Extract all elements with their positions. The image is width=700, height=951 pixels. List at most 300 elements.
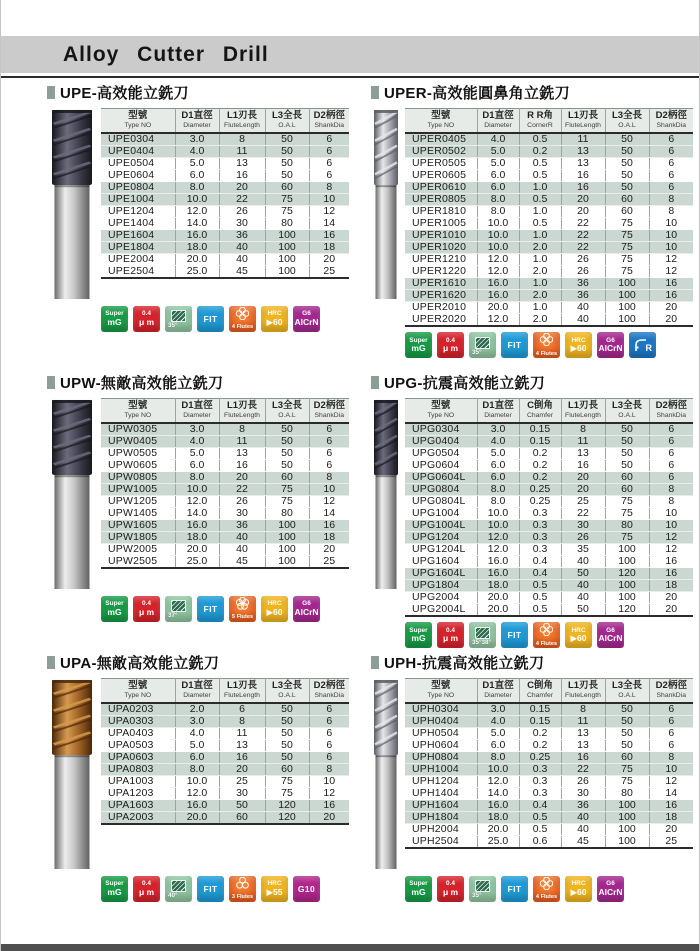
table-row xyxy=(101,800,349,812)
table-cell: UPH1204 xyxy=(405,776,477,788)
table-cell: 26 xyxy=(561,776,605,788)
table-cell: 16.0 xyxy=(175,230,219,242)
table-cell: 40 xyxy=(561,314,605,327)
table-cell: 10 xyxy=(649,242,693,254)
table-cell: 8.0 xyxy=(175,182,219,194)
badge-label: FIT xyxy=(507,883,522,894)
badge-label: Super xyxy=(105,310,124,318)
table-cell: 5.0 xyxy=(175,158,219,170)
table-cell: 100 xyxy=(265,230,309,242)
table-cell: UPH2504 xyxy=(405,836,477,849)
table-cell: 100 xyxy=(605,314,649,327)
column-header: D2柄徑 ShankDia xyxy=(309,109,349,134)
table-cell: 6 xyxy=(309,703,349,716)
table-row xyxy=(405,836,693,849)
section-bullet-icon xyxy=(371,86,379,99)
table-cell: 75 xyxy=(605,776,649,788)
table-cell: 26 xyxy=(561,254,605,266)
table-row xyxy=(405,472,693,484)
roughness-badge xyxy=(133,876,160,902)
table-cell: 80 xyxy=(605,788,649,800)
table-row xyxy=(101,508,349,520)
table-row xyxy=(405,580,693,592)
table-cell: 11 xyxy=(219,146,265,158)
table-cell: UPA1603 xyxy=(101,800,175,812)
table-cell: 1.0 xyxy=(519,302,561,314)
badge-label: 35° xyxy=(168,322,178,330)
table-cell: 16 xyxy=(561,170,605,182)
table-cell: UPA0203 xyxy=(101,703,175,716)
table-cell: UPER1620 xyxy=(405,290,477,302)
table-row xyxy=(101,133,349,146)
table-row xyxy=(101,752,349,764)
table-cell: 20 xyxy=(561,206,605,218)
column-header: 型號 Type NO xyxy=(101,109,175,134)
table-row xyxy=(405,508,693,520)
table-row xyxy=(101,788,349,800)
end-mill-drawing xyxy=(371,108,401,301)
column-header: L3全長 O.A.L xyxy=(265,399,309,424)
table-cell: UPW1005 xyxy=(101,484,175,496)
badge-label: ▶60 xyxy=(570,886,587,897)
helix-angle-badge xyxy=(469,332,496,358)
roughness-badge xyxy=(133,306,160,332)
table-cell: UPW0305 xyxy=(101,423,175,436)
badge-label: 3 Flutes xyxy=(231,894,254,901)
table-cell: 12.0 xyxy=(477,266,519,278)
end-mill-drawing xyxy=(47,108,97,301)
table-row xyxy=(405,206,693,218)
table-cell: UPER1810 xyxy=(405,206,477,218)
coating-badge xyxy=(597,876,624,902)
table-cell: 50 xyxy=(605,728,649,740)
table-row xyxy=(405,158,693,170)
table-cell: 12.0 xyxy=(175,206,219,218)
table-cell: 0.5 xyxy=(519,604,561,617)
table-cell: UPA0603 xyxy=(101,752,175,764)
table-cell: 3.0 xyxy=(175,716,219,728)
table-cell: 20 xyxy=(219,472,265,484)
column-header: D2柄徑 ShankDia xyxy=(649,109,693,134)
table-row xyxy=(101,266,349,279)
table-cell: 40 xyxy=(561,580,605,592)
badge-label: Super xyxy=(409,336,428,344)
table-cell: UPG1204L xyxy=(405,544,477,556)
table-cell: 11 xyxy=(219,436,265,448)
table-row xyxy=(405,423,693,436)
table-cell: 60 xyxy=(219,812,265,825)
table-row xyxy=(405,752,693,764)
table-cell: 16 xyxy=(649,568,693,580)
table-cell: UPER0605 xyxy=(405,170,477,182)
table-cell: 16.0 xyxy=(477,556,519,568)
table-cell: UPG1004 xyxy=(405,508,477,520)
column-header: 型號 Type NO xyxy=(405,679,477,704)
table-cell: 100 xyxy=(605,800,649,812)
badge-label: G6 xyxy=(606,880,615,888)
table-cell: UPA1003 xyxy=(101,776,175,788)
table-cell: 8.0 xyxy=(175,764,219,776)
table-cell: 50 xyxy=(265,158,309,170)
end-mill-drawing xyxy=(371,678,401,871)
table-row xyxy=(405,242,693,254)
table-cell: 20.0 xyxy=(175,812,219,825)
table-row xyxy=(101,764,349,776)
table-cell: 16 xyxy=(309,520,349,532)
table-row xyxy=(405,824,693,836)
spec-table xyxy=(101,678,349,825)
table-cell: 60 xyxy=(605,194,649,206)
roughness-badge xyxy=(437,622,464,648)
hardness-badge xyxy=(261,596,288,622)
table-row xyxy=(101,728,349,740)
table-cell: 5.0 xyxy=(477,158,519,170)
table-cell: 16 xyxy=(219,170,265,182)
column-header: L1刃長 FluteLength xyxy=(561,109,605,134)
section-upw xyxy=(47,373,349,653)
table-cell: 6 xyxy=(649,448,693,460)
table-cell: 80 xyxy=(265,218,309,230)
section-bullet-icon xyxy=(371,376,379,389)
table-row xyxy=(101,460,349,472)
table-row xyxy=(405,740,693,752)
column-header: L1刃長 FluteLength xyxy=(219,109,265,134)
table-cell: UPW1805 xyxy=(101,532,175,544)
table-row xyxy=(101,716,349,728)
table-cell: 14.0 xyxy=(477,788,519,800)
table-row xyxy=(405,764,693,776)
helix-angle-badge xyxy=(469,876,496,902)
table-cell: 6.0 xyxy=(175,460,219,472)
table-cell: 16 xyxy=(219,460,265,472)
table-cell: 10.0 xyxy=(175,194,219,206)
table-cell: 22 xyxy=(561,242,605,254)
table-cell: 10 xyxy=(309,194,349,206)
table-cell: 16 xyxy=(309,800,349,812)
table-cell: 60 xyxy=(265,182,309,194)
table-cell: 14.0 xyxy=(175,218,219,230)
table-cell: 20 xyxy=(649,604,693,617)
badge-label: G6 xyxy=(606,336,615,344)
column-header: L3全長 O.A.L xyxy=(265,679,309,704)
table-cell: 40 xyxy=(219,242,265,254)
table-cell: 26 xyxy=(561,266,605,278)
helix-angle-badge xyxy=(165,596,192,622)
table-cell: 8.0 xyxy=(477,206,519,218)
badge-label: ▶60 xyxy=(266,316,283,327)
table-cell: 12 xyxy=(649,544,693,556)
helix-angle-badge xyxy=(165,306,192,332)
table-cell: 25.0 xyxy=(477,836,519,849)
badge-label: ▶55 xyxy=(266,886,283,897)
table-row xyxy=(405,788,693,800)
table-cell: 8 xyxy=(219,716,265,728)
table-cell: 11 xyxy=(561,436,605,448)
table-cell: 100 xyxy=(265,544,309,556)
table-cell: 45 xyxy=(219,266,265,279)
table-cell: 50 xyxy=(265,448,309,460)
table-row xyxy=(101,170,349,182)
table-cell: UPH0604 xyxy=(405,740,477,752)
section-bullet-icon xyxy=(47,86,55,99)
table-cell: 120 xyxy=(605,604,649,617)
end-mill-image xyxy=(371,108,401,301)
table-cell: 6 xyxy=(309,752,349,764)
table-cell: UPA2003 xyxy=(101,812,175,825)
flute-cross-section-icon xyxy=(236,597,249,610)
table-cell: UPA0303 xyxy=(101,716,175,728)
table-cell: 4.0 xyxy=(477,133,519,146)
table-cell: 0.5 xyxy=(519,580,561,592)
table-cell: 20 xyxy=(309,812,349,825)
table-cell: 1.0 xyxy=(519,278,561,290)
table-cell: 100 xyxy=(605,836,649,849)
coating-badge xyxy=(597,622,624,648)
table-cell: 6 xyxy=(649,182,693,194)
badge-label: μ m xyxy=(442,633,459,644)
section-upg xyxy=(371,373,693,653)
section-header xyxy=(47,653,349,671)
column-header: D1直徑 Diameter xyxy=(477,679,519,704)
end-mill-image xyxy=(47,108,97,301)
table-cell: 12.0 xyxy=(477,776,519,788)
table-cell: 22 xyxy=(219,194,265,206)
table-cell: 12.0 xyxy=(477,254,519,266)
badge-label: HRC xyxy=(571,626,586,634)
table-cell: 16 xyxy=(649,290,693,302)
table-cell: 100 xyxy=(605,580,649,592)
table-cell: UPG0804L xyxy=(405,496,477,508)
flutes-badge xyxy=(533,332,560,358)
table-cell: 6 xyxy=(649,472,693,484)
helix-hatch-icon xyxy=(475,880,490,892)
table-cell: 18.0 xyxy=(477,580,519,592)
table-cell: 40 xyxy=(561,592,605,604)
table-cell: 4.0 xyxy=(175,146,219,158)
section-body xyxy=(47,398,349,591)
table-cell: 1.0 xyxy=(519,254,561,266)
table-cell: 18 xyxy=(309,532,349,544)
table-cell: UPER2020 xyxy=(405,314,477,327)
table-cell: 6.0 xyxy=(175,170,219,182)
table-cell: 30 xyxy=(561,788,605,800)
end-mill-image xyxy=(47,678,97,871)
table-cell: 16.0 xyxy=(175,800,219,812)
column-header: D1直徑 Diameter xyxy=(175,109,219,134)
table-row xyxy=(101,544,349,556)
table-cell: 25 xyxy=(309,266,349,279)
table-row xyxy=(101,484,349,496)
table-cell: 100 xyxy=(265,242,309,254)
table-cell: 80 xyxy=(265,508,309,520)
fit-badge xyxy=(501,332,528,358)
feature-badges xyxy=(405,876,693,902)
table-cell: 6 xyxy=(309,423,349,436)
table-cell: 50 xyxy=(605,182,649,194)
table-cell: 8.0 xyxy=(477,194,519,206)
table-cell: 10.0 xyxy=(477,242,519,254)
section-header xyxy=(47,83,349,101)
feature-badges xyxy=(101,596,349,622)
badge-label: G6 xyxy=(606,626,615,634)
table-row xyxy=(405,460,693,472)
table-cell: UPE1404 xyxy=(101,218,175,230)
table-cell: 50 xyxy=(561,604,605,617)
table-cell: 80 xyxy=(605,520,649,532)
table-cell: 0.25 xyxy=(519,484,561,496)
badge-label: mG xyxy=(411,633,426,644)
table-row xyxy=(405,302,693,314)
table-cell: 25 xyxy=(219,776,265,788)
table-cell: 3.0 xyxy=(477,703,519,716)
table-cell: 6 xyxy=(309,728,349,740)
super-mg-badge xyxy=(101,306,128,332)
table-cell: 50 xyxy=(605,436,649,448)
table-cell: 10 xyxy=(309,776,349,788)
table-cell: 3.0 xyxy=(175,133,219,146)
table-cell: UPW0405 xyxy=(101,436,175,448)
table-cell: 8 xyxy=(649,752,693,764)
table-cell: 60 xyxy=(265,764,309,776)
table-cell: 6 xyxy=(649,740,693,752)
table-row xyxy=(405,496,693,508)
badge-label: AlCrN xyxy=(598,886,623,897)
table-cell: 0.2 xyxy=(519,728,561,740)
badge-label: 40° xyxy=(168,892,178,900)
table-cell: 14.0 xyxy=(175,508,219,520)
table-cell: 75 xyxy=(605,532,649,544)
table-cell: UPA0503 xyxy=(101,740,175,752)
table-cell: 36 xyxy=(219,520,265,532)
table-cell: 18.0 xyxy=(175,242,219,254)
table-cell: UPH1004 xyxy=(405,764,477,776)
table-cell: 50 xyxy=(561,568,605,580)
table-row xyxy=(101,218,349,230)
table-cell: 13 xyxy=(561,158,605,170)
table-row xyxy=(405,218,693,230)
super-mg-badge xyxy=(101,876,128,902)
table-cell: 14 xyxy=(309,218,349,230)
table-row xyxy=(101,436,349,448)
badge-label: ▶60 xyxy=(570,343,587,354)
table-cell: 12.0 xyxy=(477,532,519,544)
table-cell: 8 xyxy=(649,194,693,206)
table-cell: 6 xyxy=(309,460,349,472)
table-cell: 100 xyxy=(265,556,309,569)
badge-label: AlCrN xyxy=(294,316,319,327)
section-bullet-icon xyxy=(47,376,55,389)
table-cell: 75 xyxy=(605,496,649,508)
table-cell: UPH0404 xyxy=(405,716,477,728)
table-cell: UPW2505 xyxy=(101,556,175,569)
badge-label: G6 xyxy=(302,310,311,318)
section-body xyxy=(47,678,349,871)
table-cell: UPH0804 xyxy=(405,752,477,764)
table-cell: 4.0 xyxy=(175,728,219,740)
table-row xyxy=(101,776,349,788)
table-cell: 60 xyxy=(605,472,649,484)
hardness-badge xyxy=(565,876,592,902)
table-cell: 6.0 xyxy=(477,740,519,752)
table-cell: 0.5 xyxy=(519,218,561,230)
table-cell: 20 xyxy=(649,824,693,836)
table-cell: 8.0 xyxy=(175,472,219,484)
table-row xyxy=(101,423,349,436)
table-cell: 100 xyxy=(265,532,309,544)
flutes-badge xyxy=(533,876,560,902)
table-cell: 0.3 xyxy=(519,544,561,556)
badge-label: FIT xyxy=(507,629,522,640)
page-footer-bar xyxy=(1,944,699,951)
badge-label: 4 Flutes xyxy=(535,640,558,647)
column-header: L3全長 O.A.L xyxy=(605,679,649,704)
table-cell: 30 xyxy=(219,508,265,520)
table-cell: 75 xyxy=(605,508,649,520)
table-cell: 36 xyxy=(561,290,605,302)
table-cell: UPG1604L xyxy=(405,568,477,580)
table-cell: UPH0304 xyxy=(405,703,477,716)
table-cell: 50 xyxy=(265,703,309,716)
table-cell: 20 xyxy=(561,484,605,496)
table-cell: 8.0 xyxy=(477,484,519,496)
table-cell: 6.0 xyxy=(477,182,519,194)
table-cell: 75 xyxy=(265,194,309,206)
table-cell: UPER2010 xyxy=(405,302,477,314)
table-cell: 75 xyxy=(265,776,309,788)
helix-hatch-icon xyxy=(171,600,186,612)
svg-text:R: R xyxy=(645,343,652,354)
roughness-badge xyxy=(133,596,160,622)
table-cell: 5.0 xyxy=(477,146,519,158)
table-cell: 0.4 xyxy=(519,800,561,812)
table-cell: 0.5 xyxy=(519,170,561,182)
column-header: D1直徑 Diameter xyxy=(477,109,519,134)
badge-label: 35° xyxy=(472,892,482,900)
badge-label: G6 xyxy=(302,600,311,608)
column-header: L3全長 O.A.L xyxy=(605,399,649,424)
column-header: L1刃長 FluteLength xyxy=(561,399,605,424)
table-cell: 12.0 xyxy=(477,314,519,327)
feature-badges xyxy=(101,876,349,902)
helix-hatch-icon xyxy=(171,310,186,322)
table-cell: UPER1610 xyxy=(405,278,477,290)
table-cell: 100 xyxy=(605,278,649,290)
table-cell: 6 xyxy=(649,170,693,182)
table-cell: 6 xyxy=(649,716,693,728)
table-cell: 6 xyxy=(649,133,693,146)
table-row xyxy=(405,604,693,617)
corner-radius-icon xyxy=(633,337,653,353)
table-row xyxy=(101,230,349,242)
flute-cross-section-icon xyxy=(540,333,553,346)
table-row xyxy=(405,568,693,580)
table-cell: 20.0 xyxy=(175,544,219,556)
table-cell: 6.0 xyxy=(477,460,519,472)
table-cell: 40 xyxy=(219,254,265,266)
table-cell: UPER1210 xyxy=(405,254,477,266)
table-cell: 22 xyxy=(561,764,605,776)
table-cell: 11 xyxy=(219,728,265,740)
badge-label: 35°38° xyxy=(472,638,492,646)
table-cell: 1.0 xyxy=(519,206,561,218)
table-cell: UPER0505 xyxy=(405,158,477,170)
table-cell: 100 xyxy=(265,266,309,279)
badge-label: 0.4 xyxy=(141,880,152,888)
table-cell: UPER1005 xyxy=(405,218,477,230)
table-cell: 12 xyxy=(309,788,349,800)
section-bullet-icon xyxy=(371,656,379,669)
table-cell: 0.5 xyxy=(519,133,561,146)
